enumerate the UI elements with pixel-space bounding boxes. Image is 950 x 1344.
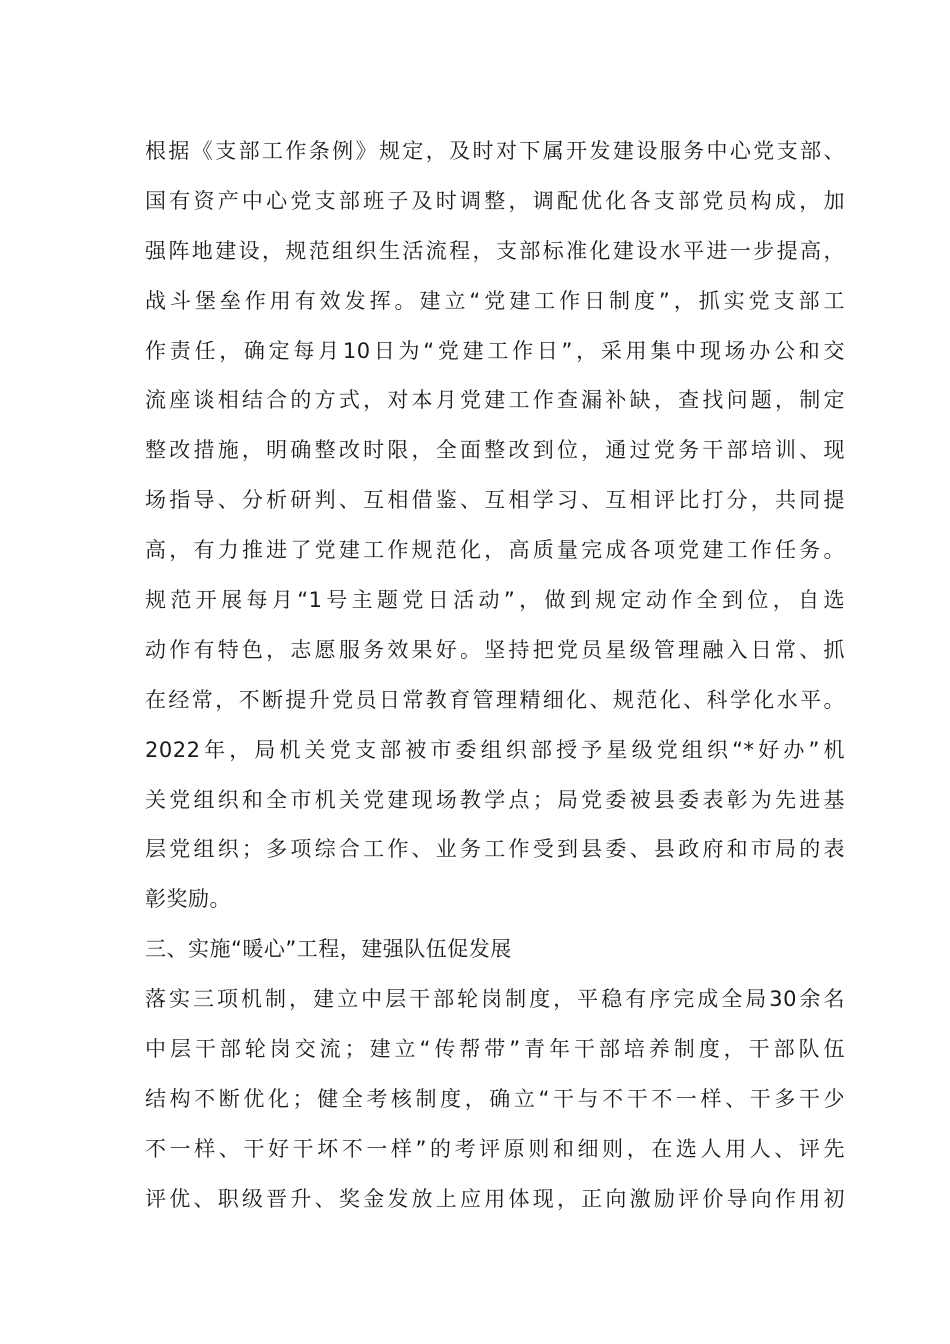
text-line: 战斗堡垒作用有效发挥。建立“党建工作日制度”，抓实党支部工 xyxy=(145,288,845,313)
text-line: 在经常，不断提升党员日常教育管理精细化、规范化、科学化水平。 xyxy=(145,687,845,712)
text-line: 根据《支部工作条例》规定，及时对下属开发建设服务中心党支部、 xyxy=(145,139,845,163)
text-line: 彰奖励。 xyxy=(145,887,231,912)
text-line: 不一样、干好干坏不一样”的考评原则和细则，在选人用人、评先 xyxy=(145,1136,845,1161)
text-line: 高，有力推进了党建工作规范化，高质量完成各项党建工作任务。 xyxy=(145,538,845,563)
text-line: 落实三项机制，建立中层干部轮岗制度，平稳有序完成全局30余名 xyxy=(145,987,845,1012)
text-line: 作责任，确定每月10日为“党建工作日”，采用集中现场办公和交 xyxy=(145,338,845,363)
text-line: 关党组织和全市机关党建现场教学点；局党委被县委表彰为先进基 xyxy=(145,787,845,812)
document-body xyxy=(145,127,845,1225)
text-line: 国有资产中心党支部班子及时调整，调配优化各支部党员构成，加 xyxy=(145,188,845,213)
text-line: 流座谈相结合的方式，对本月党建工作查漏补缺，查找问题，制定 xyxy=(145,388,845,413)
text-line: 规范开展每月“1号主题党日活动”，做到规定动作全到位，自选 xyxy=(145,588,845,613)
text-line: 整改措施，明确整改时限，全面整改到位，通过党务干部培训、现 xyxy=(145,438,845,463)
section-heading: 三、实施“暖心”工程，建强队伍促发展 xyxy=(145,937,512,962)
text-line: 强阵地建设，规范组织生活流程，支部标准化建设水平进一步提高， xyxy=(145,238,845,263)
text-line: 层党组织；多项综合工作、业务工作受到县委、县政府和市局的表 xyxy=(145,837,845,862)
text-line: 结构不断优化；健全考核制度，确立“干与不干不一样、干多干少 xyxy=(145,1086,845,1111)
text-line: 动作有特色，志愿服务效果好。坚持把党员星级管理融入日常、抓 xyxy=(145,637,845,662)
text-line: 场指导、分析研判、互相借鉴、互相学习、互相评比打分，共同提 xyxy=(145,488,845,513)
text-line: 中层干部轮岗交流；建立“传帮带”青年干部培养制度，干部队伍 xyxy=(145,1037,845,1062)
text-line: 2022年，局机关党支部被市委组织部授予星级党组织“*好办”机 xyxy=(145,737,845,762)
text-line: 评优、职级晋升、奖金发放上应用体现，正向激励评价导向作用初 xyxy=(145,1186,845,1211)
